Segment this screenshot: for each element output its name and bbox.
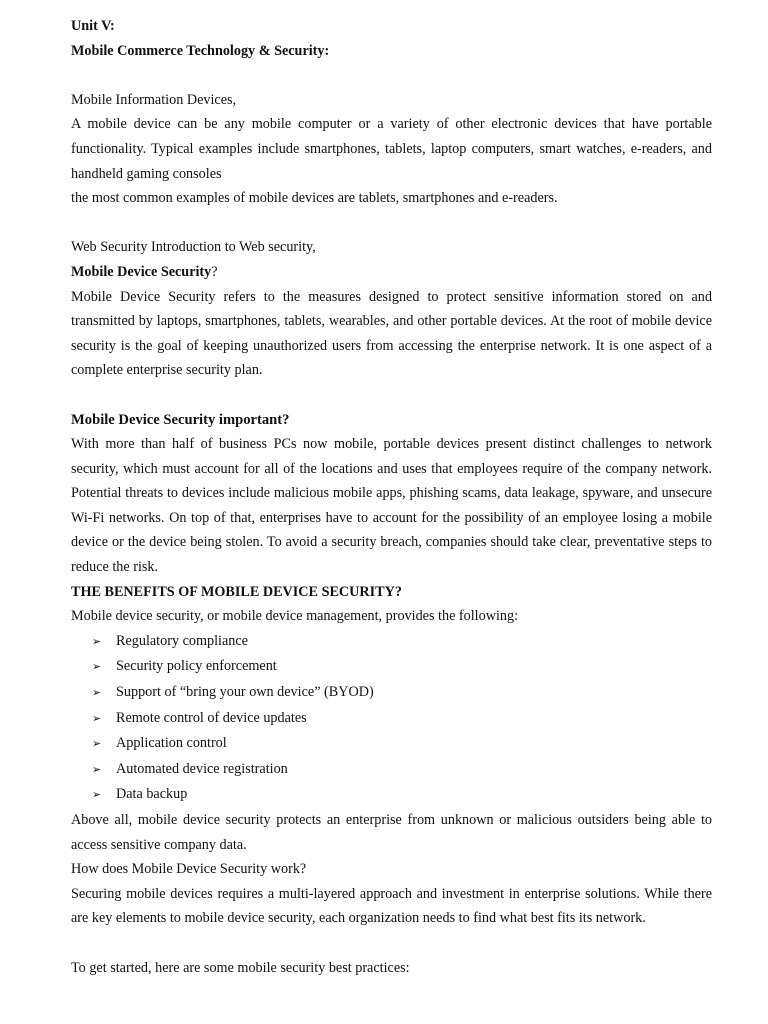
heading-bold-text: Mobile Device Security (71, 263, 212, 280)
document-page (71, 14, 712, 980)
section-heading-mobile-devices: Mobile Information Devices, (71, 91, 237, 108)
list-item (92, 654, 712, 680)
arrow-bullet-icon: ➢ (92, 686, 102, 700)
list-item (92, 757, 712, 783)
list-item (92, 731, 712, 757)
arrow-bullet-icon: ➢ (92, 660, 102, 674)
arrow-bullet-icon: ➢ (92, 711, 102, 725)
list-item (92, 680, 712, 706)
list-item-text: Data backup (116, 786, 188, 803)
paragraph-common-examples: the most common examples of mobile devices are tablets, smartphones and e-readers. (71, 190, 558, 207)
section-heading-importance: Mobile Device Security important? (71, 411, 290, 428)
benefits-intro: Mobile device security, or mobile device management, provides the following: (71, 608, 519, 625)
list-item (92, 782, 712, 808)
paragraph-how-it-works: Securing mobile devices requires a multi-layered approach and investment in enterprise solutions. While there are key elements to mobile device security, each organization needs to find what best fits its network. (71, 885, 712, 927)
list-item-text: Support of “bring your own device” (BYOD) (116, 684, 374, 701)
list-item-text: Application control (116, 735, 227, 752)
spacer (71, 63, 712, 88)
document-title: Mobile Commerce Technology & Security: (71, 42, 330, 59)
list-item-text: Regulatory compliance (116, 632, 248, 649)
list-item-text: Security policy enforcement (116, 658, 277, 675)
benefits-list (71, 629, 712, 808)
list-item (92, 706, 712, 732)
arrow-bullet-icon: ➢ (92, 788, 102, 802)
list-item-text: Automated device registration (116, 760, 288, 777)
best-practices-intro: To get started, here are some mobile security best practices: (71, 959, 410, 976)
question-how-it-works: How does Mobile Device Security work? (71, 861, 307, 878)
paragraph-importance: With more than half of business PCs now mobile, portable devices present distinct challenges to network security, which must account for all of the locations and uses that employees require of the company network. Potential threats to devices include malicious mobile apps, phishing scams, data leakage, spyware, and unsecure Wi-Fi networks. On top of that, enterprises have to account for the possibility of an employee losing a mobile device or the device being stolen. To avoid a security breach, companies should take clear, preventative steps to reduce the risk. (71, 436, 712, 576)
arrow-bullet-icon: ➢ (92, 634, 102, 648)
section-heading-mobile-device-security (71, 260, 712, 285)
spacer (71, 931, 712, 956)
list-item (92, 629, 712, 655)
unit-label: Unit V: (71, 18, 115, 34)
section-heading-benefits: THE BENEFITS OF MOBILE DEVICE SECURITY? (71, 583, 402, 600)
spacer (71, 383, 712, 408)
paragraph-benefits-summary: Above all, mobile device security protects an enterprise from unknown or malicious outsiders being able to access sensitive company data. (71, 812, 712, 853)
list-item-text: Remote control of device updates (116, 709, 307, 726)
paragraph-mobile-device-security: Mobile Device Security refers to the measures designed to protect sensitive information stored on and transmitted by laptops, smartphones, tablets, wearables, and other portable devices. At the root of mobile device security is the goal of keeping unauthorized users from accessing the enterprise network. It is one aspect of a complete enterprise security plan. (71, 288, 712, 379)
heading-question-mark: ? (211, 263, 218, 280)
web-security-intro: Web Security Introduction to Web security, (71, 239, 316, 256)
paragraph-mobile-devices: A mobile device can be any mobile computer or a variety of other electronic devices that have portable functionality. Typical examples include smartphones, tablets, laptop computers, smart watches, e-readers, and handheld gaming consoles (71, 116, 712, 182)
arrow-bullet-icon: ➢ (92, 737, 102, 751)
spacer (71, 211, 712, 236)
arrow-bullet-icon: ➢ (92, 762, 102, 776)
